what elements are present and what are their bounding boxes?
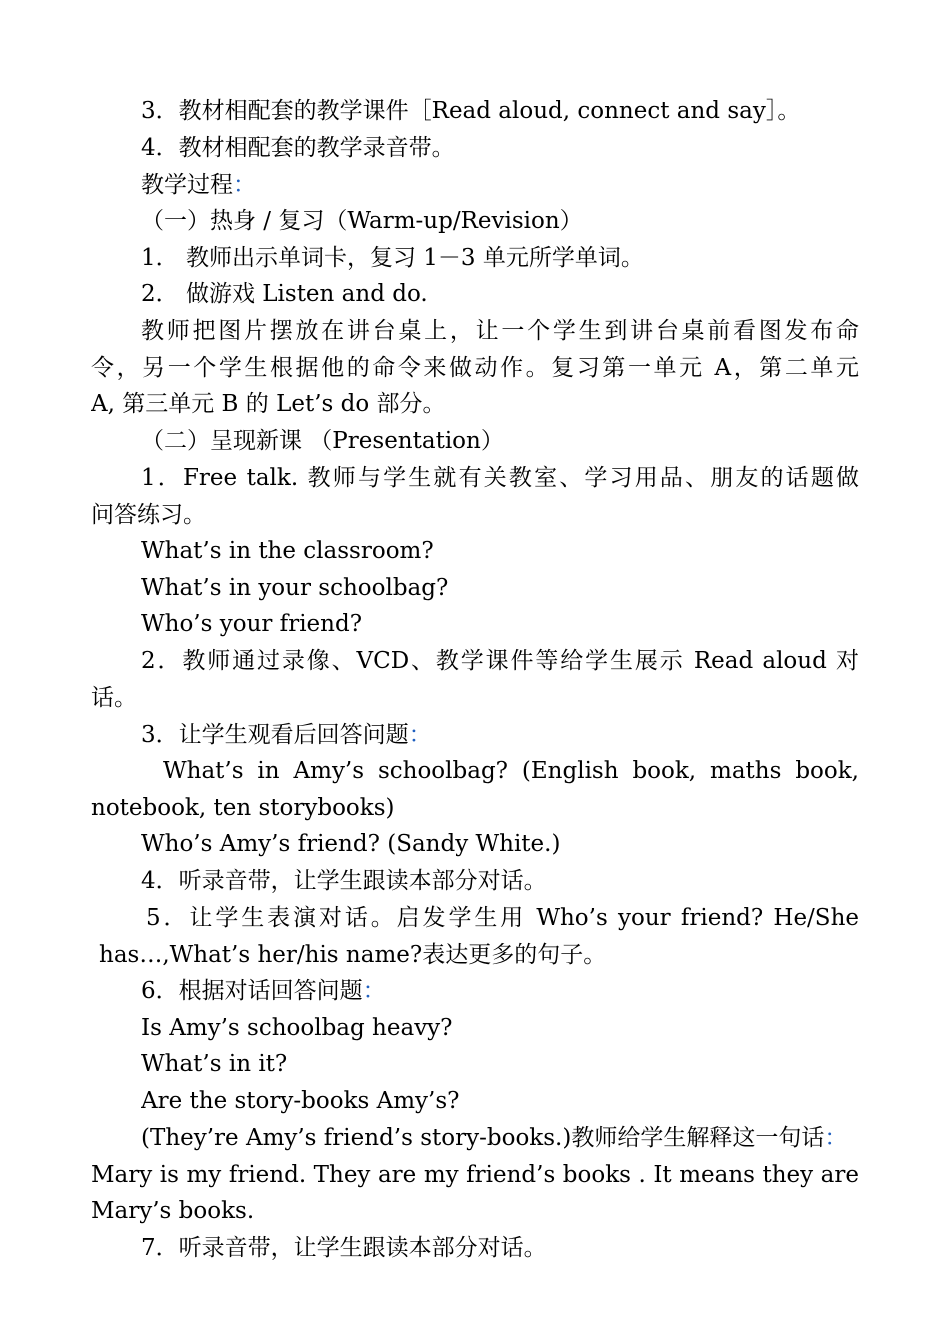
question-line: Who’s Amy’s friend? (Sandy White.) xyxy=(141,831,561,857)
text-line: 7．听录音带，让学生跟读本部分对话。 xyxy=(141,1235,547,1261)
text-line xyxy=(141,717,859,753)
text-line: 4．教材相配套的教学录音带。 xyxy=(141,135,455,161)
text-line: 教师把图片摆放在讲台桌上，让一个学生到讲台桌前看图发布命 xyxy=(141,318,859,344)
text-line: notebook, ten storybooks) xyxy=(91,795,395,821)
text-line: 3．教材相配套的教学课件［Read aloud, connect and say］。 xyxy=(141,98,801,124)
question-line: Is Amy’s schoolbag heavy? xyxy=(141,1015,453,1041)
text-line: 2．教师通过录像、VCD、教学课件等给学生展示 Read aloud 对 xyxy=(141,648,859,674)
text-line: 令，另一个学生根据他的命令来做动作。复习第一单元 A，第二单元 xyxy=(91,355,859,381)
text-line: 1． 教师出示单词卡，复习 1－3 单元所学单词。 xyxy=(141,245,644,271)
question-line: What’s in your schoolbag? xyxy=(141,575,449,601)
step-text: 3．让学生观看后回答问题 xyxy=(141,722,409,748)
answer-text: (They’re Amy’s friend’s story-books.)教师给学生解释这一句话 xyxy=(141,1125,825,1151)
question-line: What’s in it? xyxy=(141,1051,288,1077)
section-heading: 教学过程 xyxy=(141,172,233,198)
text-line: 2． 做游戏 Listen and do. xyxy=(141,281,428,307)
question-line: What’s in the classroom? xyxy=(141,538,434,564)
text-line: A, 第三单元 B 的 Let’s do 部分。 xyxy=(91,391,446,417)
text-line xyxy=(141,973,859,1009)
step-colon: ： xyxy=(408,722,432,748)
text-line: 4．听录音带，让学生跟读本部分对话。 xyxy=(141,868,547,894)
step-text: 6．根据对话回答问题 xyxy=(141,978,363,1004)
question-line: What’s in Amy’s schoolbag? (English book, maths book, xyxy=(163,758,859,784)
text-line: 5．让学生表演对话。启发学生用 Who’s your friend? He/She xyxy=(146,905,859,931)
question-line: Are the story-books Amy’s? xyxy=(141,1088,460,1114)
text-line: 1．Free talk. 教师与学生就有关教室、学习用品、朋友的话题做 xyxy=(141,465,859,491)
text-line xyxy=(141,167,859,203)
subsection-heading: （一）热身 / 复习（Warm-up/Revision） xyxy=(141,208,583,234)
text-line: has…,What’s her/his name?表达更多的句子。 xyxy=(99,942,607,968)
heading-colon: ： xyxy=(233,172,256,198)
text-line: Mary’s books. xyxy=(91,1198,255,1224)
question-line: Who’s your friend? xyxy=(141,611,363,637)
answer-colon: ： xyxy=(824,1125,848,1151)
subsection-heading: （二）呈现新课 （Presentation） xyxy=(141,428,504,454)
text-line: Mary is my friend. They are my friend’s books . It means they are xyxy=(91,1162,859,1188)
step-colon: ： xyxy=(362,978,386,1004)
text-line: 问答练习。 xyxy=(91,502,206,528)
text-line: 话。 xyxy=(91,685,137,711)
text-line xyxy=(141,1120,859,1156)
